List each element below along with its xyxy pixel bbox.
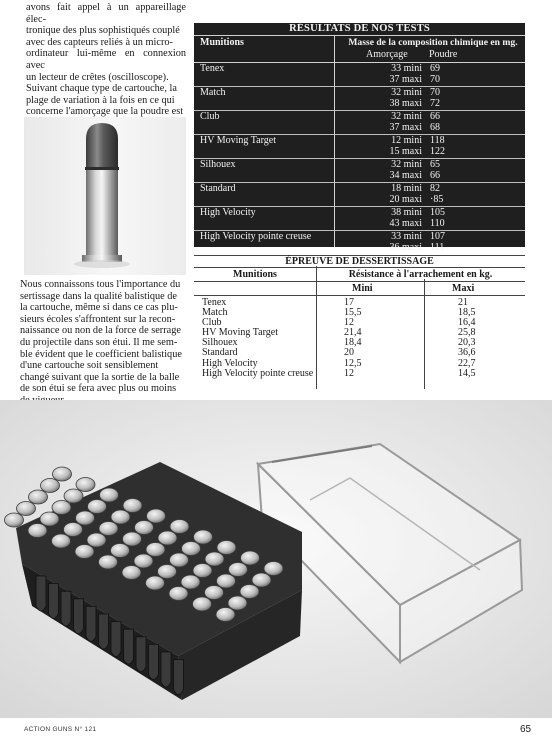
cartridge-head <box>28 524 47 538</box>
body-text <box>20 279 186 407</box>
cartridge-head <box>241 551 260 565</box>
table-row: High Velocity 12,5 22,7 <box>202 357 476 369</box>
intro-line: un lecteur de crêtes (oscilloscope). <box>26 71 169 83</box>
poudre-values: 82 ·85 <box>430 183 444 205</box>
table-row <box>194 159 525 183</box>
cartridge-head <box>181 575 200 589</box>
cartridge-head <box>217 541 236 555</box>
dessertissage-table-title: ÉPREUVE DE DESSERTISSAGE <box>194 255 525 268</box>
dessertissage-header <box>194 268 525 282</box>
cartridge-head <box>75 545 94 559</box>
amorcage-values: 33 mini 37 maxi <box>389 63 422 85</box>
poudre-values: 118 122 <box>430 135 445 157</box>
table-row: Standard 20 36,6 <box>202 347 476 359</box>
bullet-tip <box>161 652 171 687</box>
body-line: sertissage dans la qualité balistique de <box>20 290 177 302</box>
cartridge-head <box>193 597 212 611</box>
cartridge-head <box>122 566 141 580</box>
bullet-tip <box>74 599 84 634</box>
header-amorcage: Amorçage <box>366 49 408 60</box>
dessertissage-rows <box>194 296 525 389</box>
ammo-box-photo <box>0 400 552 718</box>
table-row: Match 15,5 18,5 <box>202 307 476 319</box>
bullet-tip <box>36 576 46 611</box>
body-line: changé suivant que la sortie de la balle <box>20 371 180 383</box>
cartridge-head <box>252 573 271 587</box>
cartridge-head <box>147 509 166 523</box>
cartridge-head <box>99 555 118 569</box>
dessertissage-table <box>194 255 525 389</box>
cartridge-head <box>194 530 213 544</box>
cartridge-head <box>169 587 188 601</box>
cartridge-head <box>182 542 201 556</box>
table-row <box>194 87 525 111</box>
cartridge-head <box>111 544 130 558</box>
body-line: naissance ou non de la force de serrage <box>20 325 181 337</box>
amorcage-values: 38 mini 43 maxi <box>389 207 422 229</box>
cartridge-head <box>52 501 71 515</box>
body-line: ble évident que le coefficient balistique <box>20 348 182 360</box>
header-munitions: Munitions <box>233 269 277 280</box>
header-maxi: Maxi <box>452 283 475 294</box>
header-munitions: Munitions <box>200 37 244 48</box>
cartridge-head <box>5 513 24 527</box>
cartridge-head <box>64 523 83 537</box>
poudre-values: 66 68 <box>430 111 440 133</box>
intro-line: plage de variation à la fois en ce qui <box>26 94 175 106</box>
poudre-values: 107 111 <box>430 231 445 253</box>
cartridge-head <box>123 532 142 546</box>
intro-line: avec des capteurs reliés à un micro- <box>26 36 173 48</box>
cartridge-head <box>76 478 95 492</box>
cartridge-head <box>146 543 165 557</box>
cartridge-head <box>134 554 153 568</box>
bullet-tip <box>174 660 184 695</box>
table-row <box>194 207 525 231</box>
poudre-values: 69 70 <box>430 63 440 85</box>
cartridge-head <box>205 586 224 600</box>
bullet-tip <box>136 637 146 672</box>
cartridge-head <box>240 585 259 599</box>
header-poudre: Poudre <box>429 49 458 60</box>
table-row: Club 12 16,4 <box>202 317 476 329</box>
bullet-tip <box>111 622 121 657</box>
cartridge-head <box>228 596 247 610</box>
cartridge-head <box>88 500 107 514</box>
results-table-title: RÉSULTATS DE NOS TESTS <box>194 23 525 36</box>
intro-line: ordinateur lui-même en connexion avec <box>26 48 186 71</box>
magazine-footer: ACTION GUNS N° 121 <box>24 726 97 733</box>
cartridge-head <box>111 510 130 524</box>
cartridge-head <box>264 562 283 576</box>
cartridge-head <box>52 534 71 548</box>
intro-line: concerne l'amorçage que la poudre est <box>26 106 184 118</box>
amorcage-values: 18 mini 20 maxi <box>389 183 422 205</box>
cartridge-head <box>64 489 83 503</box>
cartridge-head <box>158 531 177 545</box>
table-row: HV Moving Target 21,4 25,8 <box>202 327 476 339</box>
munition-name: Tenex <box>200 63 225 74</box>
table-row <box>194 111 525 135</box>
bullet-tip <box>86 606 96 641</box>
poudre-values: 65 66 <box>430 159 440 181</box>
results-table-header <box>194 36 525 63</box>
body-line: Nous connaissons tous l'importance du <box>20 279 181 290</box>
amorcage-values: 33 mini 36 maxi <box>389 231 422 253</box>
cartridge-head <box>29 490 48 504</box>
bullet-tip <box>124 629 134 664</box>
table-row: Tenex 17 21 <box>202 297 468 308</box>
header-masse: Masse de la composition chimique en mg. <box>348 37 518 48</box>
cartridge-head <box>100 488 119 502</box>
intro-line: avons fait appel à un appareillage élec- <box>26 2 186 25</box>
table-row <box>194 183 525 207</box>
intro-text <box>26 2 186 130</box>
dessertissage-subheader <box>194 282 525 296</box>
munition-name: Standard <box>200 183 236 194</box>
amorcage-values: 32 mini 38 maxi <box>389 87 422 109</box>
body-line: la cartouche, même si dans ce cas plu- <box>20 302 178 314</box>
intro-line: Suivant chaque type de cartouche, la <box>26 83 177 95</box>
poudre-values: 70 72 <box>430 87 440 109</box>
bullet-tip <box>99 614 109 649</box>
cartridge-head <box>53 467 72 481</box>
cartridge-head <box>135 521 154 535</box>
cartridge-photo <box>24 117 186 275</box>
poudre-values: 105 110 <box>430 207 445 229</box>
amorcage-values: 32 mini 37 maxi <box>389 111 422 133</box>
bullet-tip <box>49 584 59 619</box>
cartridge-head <box>158 565 177 579</box>
cartridge-head <box>229 563 248 577</box>
header-resistance: Résistance à l'arrachement en kg. <box>348 269 493 280</box>
body-line: sieurs écoles s'affrontent sur la recon- <box>20 313 176 325</box>
munition-name: Match <box>200 87 226 98</box>
cartridge-head <box>17 502 36 516</box>
intro-line: tronique des plus sophistiqués couplé <box>26 25 180 37</box>
bullet-tip <box>61 591 71 626</box>
munition-name: High Velocity <box>200 207 256 218</box>
table-row <box>194 63 525 87</box>
results-table <box>194 23 525 253</box>
cartridge-head <box>41 479 60 493</box>
table-row: Silhouex 18,4 20,3 <box>202 337 476 349</box>
munition-name: Silhouex <box>200 159 236 170</box>
cartridge-head <box>99 522 118 536</box>
bullet-tip <box>149 644 159 679</box>
body-line: de son étui se fera avec plus ou moins <box>20 383 177 395</box>
cartridge-head <box>170 553 189 567</box>
cartridge-head <box>205 552 224 566</box>
body-line: du projectile dans son étui. Il me sem- <box>20 336 178 348</box>
cartridge-head <box>40 512 59 526</box>
table-row: High Velocity pointe creuse 12 14,5 <box>202 367 476 379</box>
munition-name: High Velocity pointe creuse <box>200 231 312 242</box>
body-line: d'une cartouche soit sensiblement <box>20 360 159 372</box>
cartridge-head <box>146 576 165 590</box>
cartridge-head <box>87 533 106 547</box>
cartridge-head <box>217 574 236 588</box>
table-row <box>194 231 525 254</box>
table-row <box>194 135 525 159</box>
cartridge-head <box>216 608 235 622</box>
cartridge-head <box>123 499 142 513</box>
amorcage-values: 12 mini 15 maxi <box>389 135 422 157</box>
munition-name: HV Moving Target <box>200 135 276 146</box>
cartridge-head <box>193 564 212 578</box>
header-mini: Mini <box>352 283 373 294</box>
page-number: 65 <box>520 724 532 735</box>
cartridge-head <box>170 520 189 534</box>
amorcage-values: 32 mini 34 maxi <box>389 159 422 181</box>
munition-name: Club <box>200 111 220 122</box>
cartridge-head <box>76 511 95 525</box>
